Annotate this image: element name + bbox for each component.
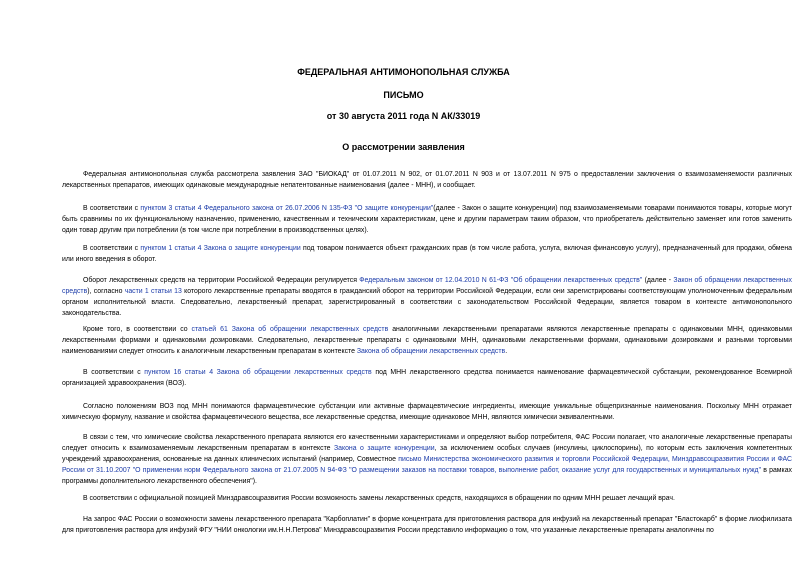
paragraph-text: (далее -: [642, 277, 674, 284]
paragraph-text: Федеральная антимонопольная служба рассмотрела заявления ЗАО "БИОКАД" от 01.07.2011 N 902, от 01.07.2011 N 903 и от 13.07.2011 N 975 о предоставлении заключения о взаимозаменяемости различных лекарственных препаратов, имеющих одинаковые международные непатентованные наименования (далее - МНН), и сообщает.: [62, 171, 792, 189]
paragraph-text: под МНН лекарственного средства понимается наименование фармацевтической субстанции, рекомендованное Всемирной организацией здравоохранения (ВОЗ).: [62, 369, 793, 387]
paragraph-text: .: [505, 348, 508, 355]
paragraph-text: Кроме того, в соответствии со: [83, 326, 192, 333]
paragraph-text: В связи с тем, что химические свойства лекарственного препарата являются его качественными характеристиками и определяют выбор потребителя, ФАС России полагает, что аналогичные лекарственные препараты следует относить к взаимозаменяемым лекарственным препаратам в контексте: [62, 434, 792, 452]
paragraph-7: [62, 401, 792, 423]
paragraph-text: в рамках программы дополнительного лекарственного обеспечения").: [62, 467, 792, 485]
document-link[interactable]: Закон об обращении лекарственных средств: [62, 277, 793, 295]
paragraph-text: которого лекарственные препараты вводятся в гражданский оборот на территории Российской Федерации, если они зарегистрированы соответствующим уполномоченным федеральным органом исполнительной власти. Следовательно, лекарственный препарат, зарегистрированный в соответствии с законодательством Российской Федерации, является товаром в контексте антимонопольного законодательства.: [62, 288, 792, 317]
document-link[interactable]: части 1 статьи 13: [124, 288, 182, 295]
paragraph-text: В соответствии с: [83, 369, 145, 376]
paragraph-text: В соответствии с: [83, 245, 141, 252]
document-type: ПИСЬМО: [383, 90, 424, 100]
paragraph-text: В соответствии с: [83, 205, 141, 212]
document-link[interactable]: пунктом 3 статьи 4 Федерального закона от 26.07.2006 N 135-ФЗ "О защите конкуренции": [140, 205, 434, 212]
paragraph-4: [62, 275, 792, 319]
document-link[interactable]: Федеральным законом от 12.04.2010 N 61-ФЗ "Об обращении лекарственных средств": [359, 277, 643, 284]
paragraph-6: [62, 367, 792, 389]
paragraph-text: под товаром понимается объект гражданских прав (в том числе работа, услуга, включая финансовую услугу), предназначенный для продажи, обмена или иного введения в оборот.: [62, 245, 793, 263]
paragraph-text: аналогичными лекарственными препаратами являются лекарственные препараты с одинаковыми МНН, одинаковыми лекарственными формами и одинаковыми дозировками. Следовательно, лекарственные препараты с одинаковыми МНН, одинаковыми лекарственными формами, одинаковыми дозировками и разными торговыми наименованиями следует относить к аналогичным лекарственным препаратам в контексте: [62, 326, 792, 355]
paragraph-9: [62, 493, 792, 504]
paragraph-text: В соответствии с официальной позицией Минздравсоцразвития России возможность замены лекарственных средств, находящихся в обращении по одним МНН решает лечащий врач.: [83, 495, 675, 502]
paragraph-3: [62, 243, 792, 265]
paragraph-text: (далее - Закон о защите конкуренции) под взаимозаменяемыми товарами понимаются товары, которые могут быть сравнимы по их функциональному назначению, применению, качественным и техническим характеристикам, цене и другим параметрам таким образом, что приобретатель действительно заменяет или готов заменить один товар другим при потреблении (в том числе при потреблении в производственных целях).: [62, 205, 792, 234]
agency-title: ФЕДЕРАЛЬНАЯ АНТИМОНОПОЛЬНАЯ СЛУЖБА: [297, 67, 510, 77]
paragraph-text: На запрос ФАС России о возможности замены лекарственного препарата "Карбоплатин" в форме концентрата для приготовления раствора для инфузий на лекарственный препарат "Бластокарб" в форме лиофилизата для приготовления раствора для инфузий ФГУ "НИИ онкологии им.Н.Н.Петрова" Минздравсоцразвития России представило информацию о том, что указанные лекарственные препараты аналогичны по: [62, 516, 792, 534]
document-link[interactable]: пунктом 16 статьи 4 Закона об обращении лекарственных средств: [144, 369, 372, 376]
paragraph-2: [62, 203, 792, 236]
document-link[interactable]: письмо Министерства экономического развития и торговли Российской Федерации, Минздравсоцразвития России и ФАС России от 31.10.2007 "О применении норм Федерального закона от 21.07.2005 N 94-ФЗ "О размещении заказов на поставки товаров, выполнение работ, оказание услуг для государственных и муниципальных нужд": [62, 456, 792, 474]
document-link[interactable]: Закона о защите конкуренции: [334, 445, 435, 452]
document-link[interactable]: пунктом 1 статьи 4 Закона о защите конкуренции: [140, 245, 301, 252]
paragraph-text: Оборот лекарственных средств на территории Российской Федерации регулируется: [83, 277, 360, 284]
paragraph-8: [62, 432, 792, 487]
paragraph-text: , за исключением особых случаев (инсулины, циклоспорины), по которым есть заключения компетентных учреждений здравоохранения, основанные на данных клинических испытаний (например, Совместное: [62, 445, 792, 463]
paragraph-1: [62, 169, 792, 191]
document-subject: О рассмотрении заявления: [342, 142, 465, 152]
paragraph-text: ), согласно: [87, 288, 125, 295]
paragraph-5: [62, 324, 792, 357]
document-link[interactable]: Закона об обращении лекарственных средств: [356, 348, 506, 355]
paragraph-text: Согласно положениям ВОЗ под МНН понимаются фармацевтические субстанции или активные фармацевтические ингредиенты, имеющие уникальные общепризнанные наименования. Поскольку МНН отражает химическую формулу, название и свойства фармацевтического вещества, все лекарственные средства, имеющие одинаковое МНН, являются химически эквивалентными.: [62, 403, 792, 421]
document-date-number: от 30 августа 2011 года N АК/33019: [326, 111, 481, 121]
paragraph-10: [62, 514, 792, 536]
document-link[interactable]: статьей 61 Закона об обращении лекарственных средств: [191, 326, 389, 333]
